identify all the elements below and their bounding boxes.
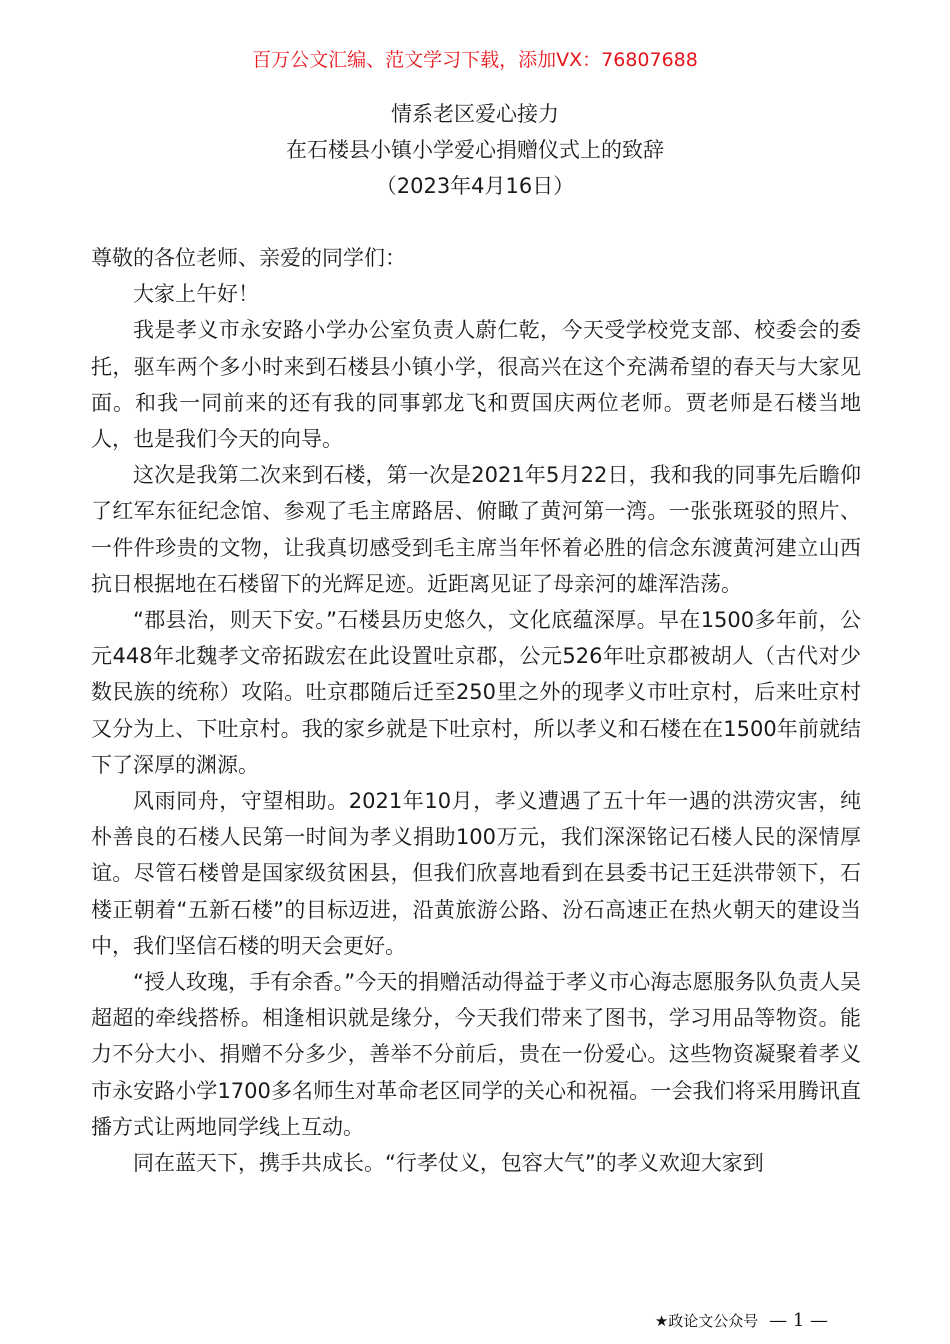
paragraph: 这次是我第二次来到石楼，第一次是2021年5月22日，我和我的同事先后瞻仰了红军东征纪念馆、参观了毛主席路居、俯瞰了黄河第一湾。一张张斑驳的照片、一件件珍贵的文物，让我真切感受到毛主席当年怀着必胜的信念东渡黄河建立山西抗日根据地在石楼留下的光辉足迹。近距离见证了母亲河的雄浑浩荡。 bbox=[91, 463, 861, 596]
header-banner: 百万公文汇编、范文学习下载，添加VX：76807688 bbox=[252, 49, 698, 71]
footer-source: ★政论文公众号 bbox=[654, 1312, 759, 1330]
document-date: （2023年4月16日） bbox=[375, 174, 575, 198]
document-subtitle: 在石楼县小镇小学爱心捐赠仪式上的致辞 bbox=[286, 138, 664, 162]
paragraph: 风雨同舟，守望相助。2021年10月，孝义遭遇了五十年一遇的洪涝灾害，纯朴善良的石楼人民第一时间为孝义捐助100万元，我们深深铭记石楼人民的深情厚谊。尽管石楼曾是国家级贫困县，但我们欣喜地看到在县委书记王廷洪带领下，石楼正朝着“五新石楼”的目标迈进，沿黄旅游公路、汾石高速正在热火朝天的建设当中，我们坚信石楼的明天会更好。 bbox=[91, 789, 861, 958]
page-footer bbox=[655, 1310, 828, 1332]
document-body bbox=[91, 240, 861, 1181]
page-number: — 1 — bbox=[769, 1310, 828, 1331]
paragraph: 大家上午好！ bbox=[133, 282, 259, 307]
paragraph: “授人玫瑰，手有余香。”今天的捐赠活动得益于孝义市心海志愿服务队负责人吴超超的牵线搭桥。相逢相识就是缘分，今天我们带来了图书，学习用品等物资。能力不分大小、捐赠不分多少，善举不分前后，贵在一份爱心。这些物资凝聚着孝义市永安路小学1700多名师生对革命老区同学的关心和祝福。一会我们将采用腾讯直播方式让两地同学线上互动。 bbox=[91, 970, 861, 1139]
document-title: 情系老区爱心接力 bbox=[391, 102, 559, 126]
title-block bbox=[0, 96, 950, 204]
salutation: 尊敬的各位老师、亲爱的同学们： bbox=[91, 246, 406, 270]
paragraph: 我是孝义市永安路小学办公室负责人蔚仁乾，今天受学校党支部、校委会的委托，驱车两个多小时来到石楼县小镇小学，很高兴在这个充满希望的春天与大家见面。和我一同前来的还有我的同事郭龙飞和贾国庆两位老师。贾老师是石楼当地人，也是我们今天的向导。 bbox=[91, 318, 861, 452]
paragraph: 同在蓝天下，携手共成长。“行孝仗义，包容大气”的孝义欢迎大家到 bbox=[133, 1151, 764, 1176]
paragraph: “郡县治，则天下安。”石楼县历史悠久，文化底蕴深厚。早在1500多年前，公元448年北魏孝文帝拓跋宏在此设置吐京郡，公元526年吐京郡被胡人（古代对少数民族的统称）攻陷。吐京郡随后迁至250里之外的现孝义市吐京村，后来吐京村又分为上、下吐京村。我的家乡就是下吐京村，所以孝义和石楼在在1500年前就结下了深厚的渊源。 bbox=[91, 608, 861, 777]
